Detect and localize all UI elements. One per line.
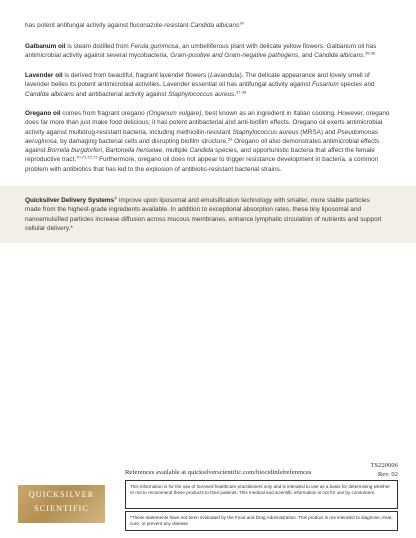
top-line: has potent antifungal activity against fluconazole-resistant Candida albicans$^{34}$: [25, 20, 244, 29]
oregano-heading: Oregano oil: [25, 110, 61, 117]
galbanum-heading: Galbanum oil: [25, 43, 66, 50]
lavender-paragraph: Lavender oil is derived from beautiful, fragrant lavender flowers (Lavandula). The delicate appearance and lovely smell of lavender belies its potent antimicrobial activities. Lavender essential oil has antifungal activity against Fusarium species and Candida albicans and antibacterial activity against Staphylococcus aureus.$^{37-38}$: [25, 72, 375, 98]
document-code: [371, 461, 398, 479]
delivery-paragraph: Quicksilver Delivery Systems® improve upon liposomal and emulsification technology with smaller, more stable particles made from the highest-grade ingredients available. In addition to exceptional absorption rates, these tiny liposomal and nanoemulsified particles increase diffusion across mucous membranes, enhance lymphatic circulation of nutrients and support cellular delivery.*: [25, 195, 382, 232]
references-link[interactable]: References available at quicksilverscientific.com/biocidinlsfreferences: [125, 469, 312, 476]
document-number: TS220006: [370, 462, 398, 469]
revision: Rev. 02: [377, 471, 398, 478]
practitioner-disclaimer: This information is for the use of licensed healthcare practitioners only and is intended to use as a basis for determining whether or not to recommend these products to their patients. This medical and scientific information is not for use by consumers.: [125, 480, 398, 509]
oregano-paragraph: Oregano oil comes from fragrant oregano (Origanum vulgare), best known as an ingredient in Italian cooking. However, oregano does far more than just make food delicious; it has potent antibacterial and anti-biofilm effects. Oregano oil exerts antimicrobial activity against multidrug-resistant bacteria, including methicillin-resistant Staphylococcus aureus (MRSA) and Pseudomonas aeruginosa, by damaging bacterial cells and disrupting biofilm structure.$^{39}$ Oregano oil also demonstrates antimicrobial effects against Borrelia burgdorferi, Bartonella henselae, multiple Candida species, and opportunistic bacteria that affect the female reproductive tract.$^{70,71,72,73}$ Furthermore, oregano oil does not appear to trigger resistance development in bacteria, a common problem with antibiotics that has led to the explosion of antibiotic-resistant bacterial strains.: [25, 110, 390, 173]
lavender-heading: Lavender oil: [25, 72, 63, 79]
delivery-systems-band: [0, 186, 416, 243]
fda-disclaimer: *These statements have not been evaluated by the Food and Drug Administration. This product is not intended to diagnose, treat, cure, or prevent any disease.: [125, 511, 398, 531]
delivery-heading: Quicksilver Delivery Systems: [25, 197, 115, 204]
quicksilver-scientific-logo: QUICKSILVER SCIENTIFIC: [18, 485, 105, 523]
galbanum-paragraph: Galbanum oil is steam distilled from Ferula gummosa, an umbelliferous plant with delicate yellow flowers. Galbanum oil has antimicrobial activity against several mycobacteria, Gram-positive and Gram-negative pathogens, and Candida albicans.$^{35-36}$: [25, 43, 377, 60]
